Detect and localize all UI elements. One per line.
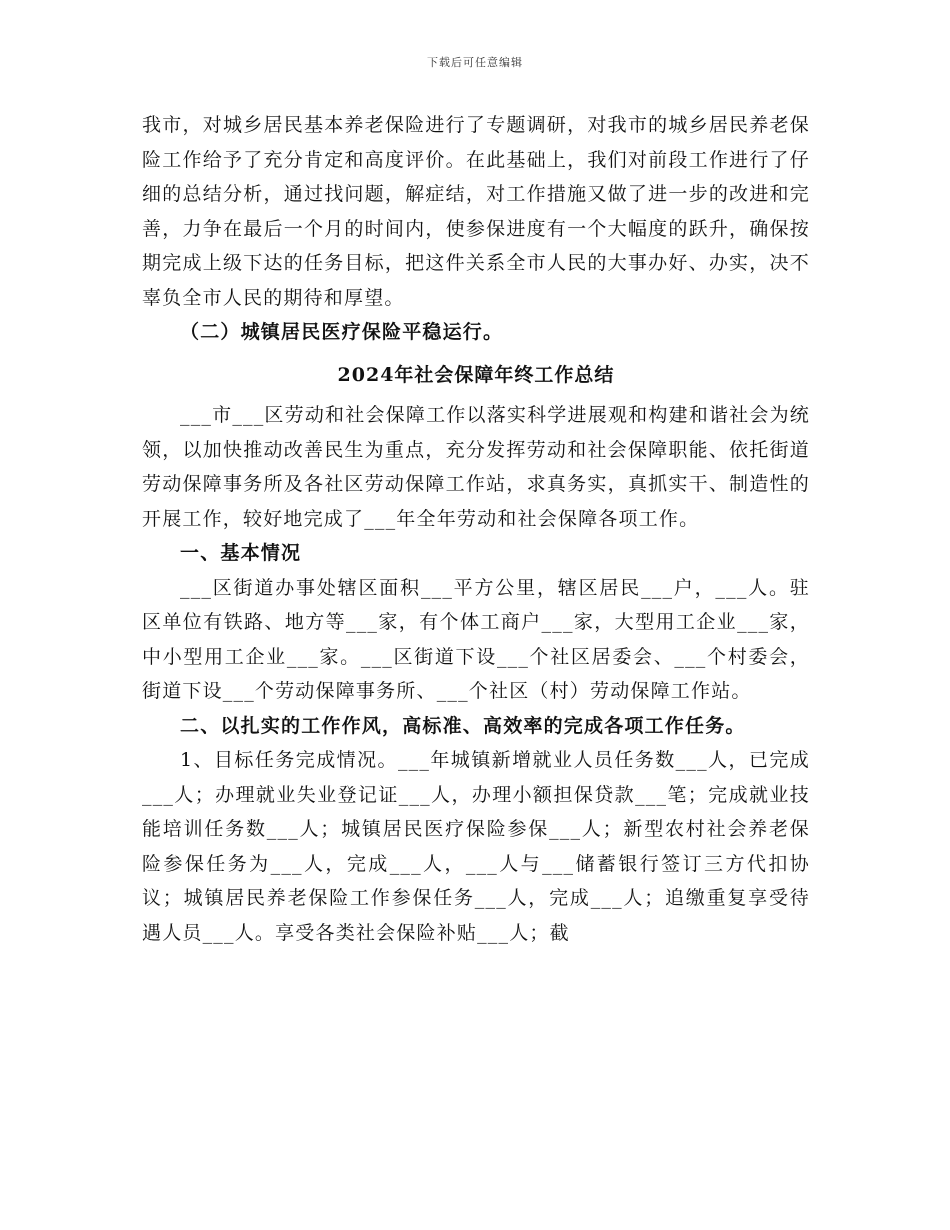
document-body: [142, 108, 810, 950]
continued-paragraph: 我市，对城乡居民基本养老保险进行了专题调研，对我市的城乡居民养老保险工作给予了充分肯定和高度评价。在此基础上，我们对前段工作进行了仔细的总结分析，通过找问题，解症结，对工作措施又做了进一步的改进和完善，力争在最后一个月的时间内，使参保进度有一个大幅度的跃升，确保按期完成上级下达的任务目标，把这件关系全市人民的大事办好、办实，决不辜负全市人民的期待和厚望。: [142, 114, 810, 309]
intro-paragraph: ___市___区劳动和社会保障工作以落实科学进展观和构建和谐社会为统领，以加快推动改善民生为重点，充分发挥劳动和社会保障职能、依托街道劳动保障事务所及各社区劳动保障工作站，求真务实，真抓实干、制造性的开展工作，较好地完成了___年全年劳动和社会保障各项工作。: [142, 404, 810, 530]
page-header: 下载后可任意编辑: [427, 56, 523, 69]
section-2-heading: 二、以扎实的工作作风，高标准、高效率的完成各项工作任务。: [180, 714, 746, 737]
section-2-paragraph: 1、目标任务完成情况。___年城镇新增就业人员任务数___人，已完成___人；办理就业失业登记证___人，办理小额担保贷款___笔；完成就业技能培训任务数___人；城镇居民医疗保险参保___人；新型农村社会养老保险参保任务为___人，完成___人，___人与___储蓄银行签订三方代扣协议；城镇居民养老保险工作参保任务___人，完成___人；追缴重复享受待遇人员___人。享受各类社会保险补贴___人；截: [142, 749, 810, 944]
section-1-paragraph: ___区街道办事处辖区面积___平方公里，辖区居民___户，___人。驻区单位有铁路、地方等___家，有个体工商户___家，大型用工企业___家，中小型用工企业___家。___区街道下设___个社区居委会、___个村委会，街道下设___个劳动保障事务所、___个社区（村）劳动保障工作站。: [142, 576, 810, 702]
section-1-heading: 一、基本情况: [180, 542, 302, 564]
subsection-heading: （二）城镇居民医疗保险平稳运行。: [180, 321, 504, 343]
document-title: 2024年社会保障年终工作总结: [337, 363, 615, 386]
